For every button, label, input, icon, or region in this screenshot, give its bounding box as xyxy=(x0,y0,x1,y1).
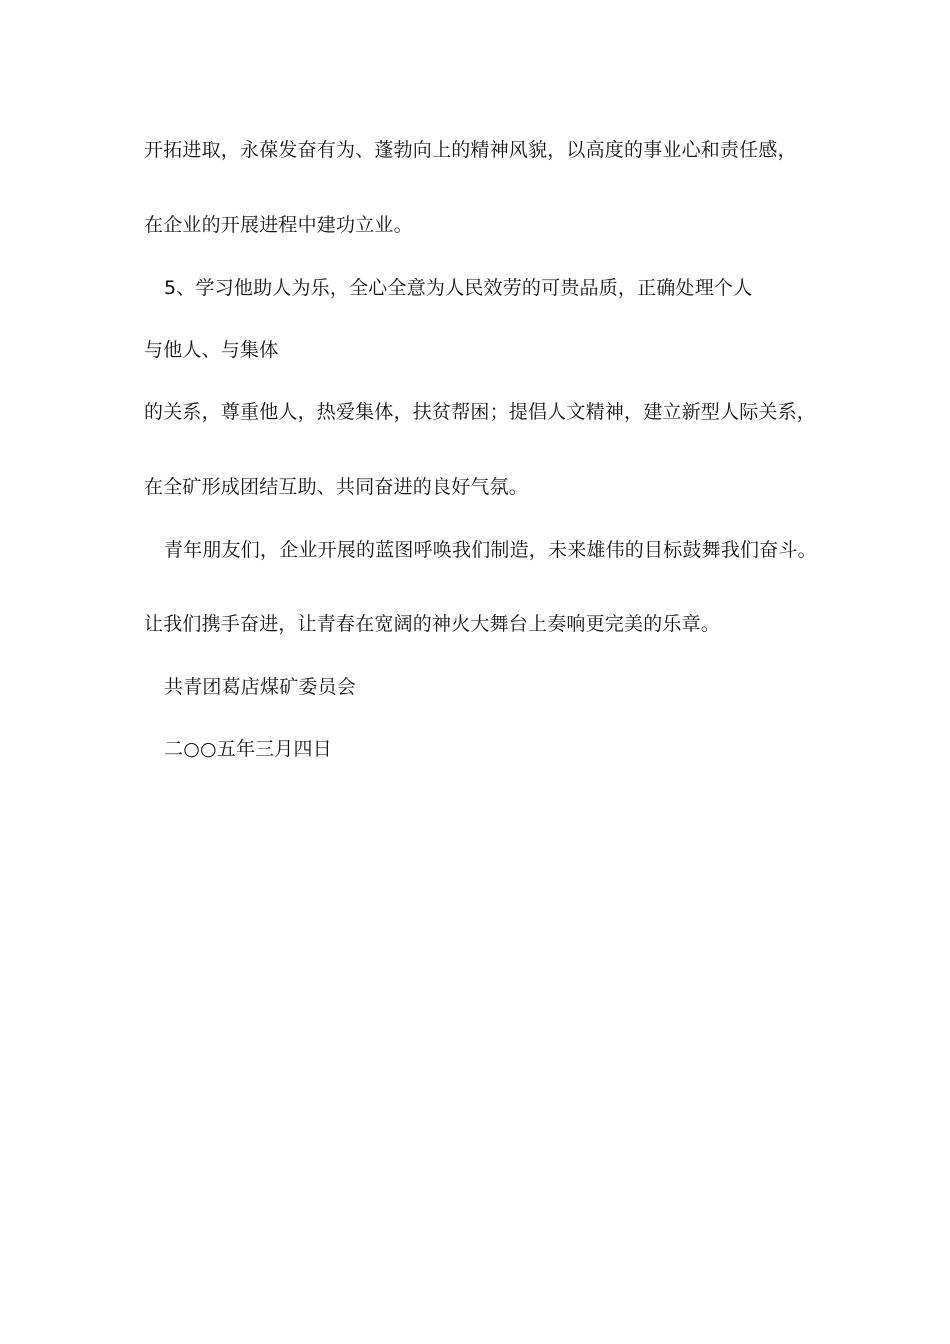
closing-paragraph-line: 让我们携手奋进，让青春在宽阔的神火大舞台上奏响更完美的乐章。 xyxy=(144,613,721,635)
paragraph-line: 的关系，尊重他人，热爱集体，扶贫帮困；提倡人文精神，建立新型人际关系， xyxy=(144,401,817,423)
closing-paragraph-line: 青年朋友们，企业开展的蓝图呼唤我们制造，未来雄伟的目标鼓舞我们奋斗。 xyxy=(164,539,817,561)
paragraph-line: 与他人、与集体 xyxy=(144,339,279,361)
signature-date: 二○○五年三月四日 xyxy=(164,738,332,760)
paragraph-line: 开拓进取，永葆发奋有为、蓬勃向上的精神风貌，以高度的事业心和责任感， xyxy=(144,139,797,161)
signature-organization: 共青团葛店煤矿委员会 xyxy=(164,676,357,698)
paragraph-line: 在全矿形成团结互助、共同奋进的良好气氛。 xyxy=(144,476,529,498)
paragraph-line: 在企业的开展进程中建功立业。 xyxy=(144,214,413,236)
numbered-paragraph-line: 5、学习他助人为乐，全心全意为人民效劳的可贵品质，正确处理个人 xyxy=(164,277,753,299)
